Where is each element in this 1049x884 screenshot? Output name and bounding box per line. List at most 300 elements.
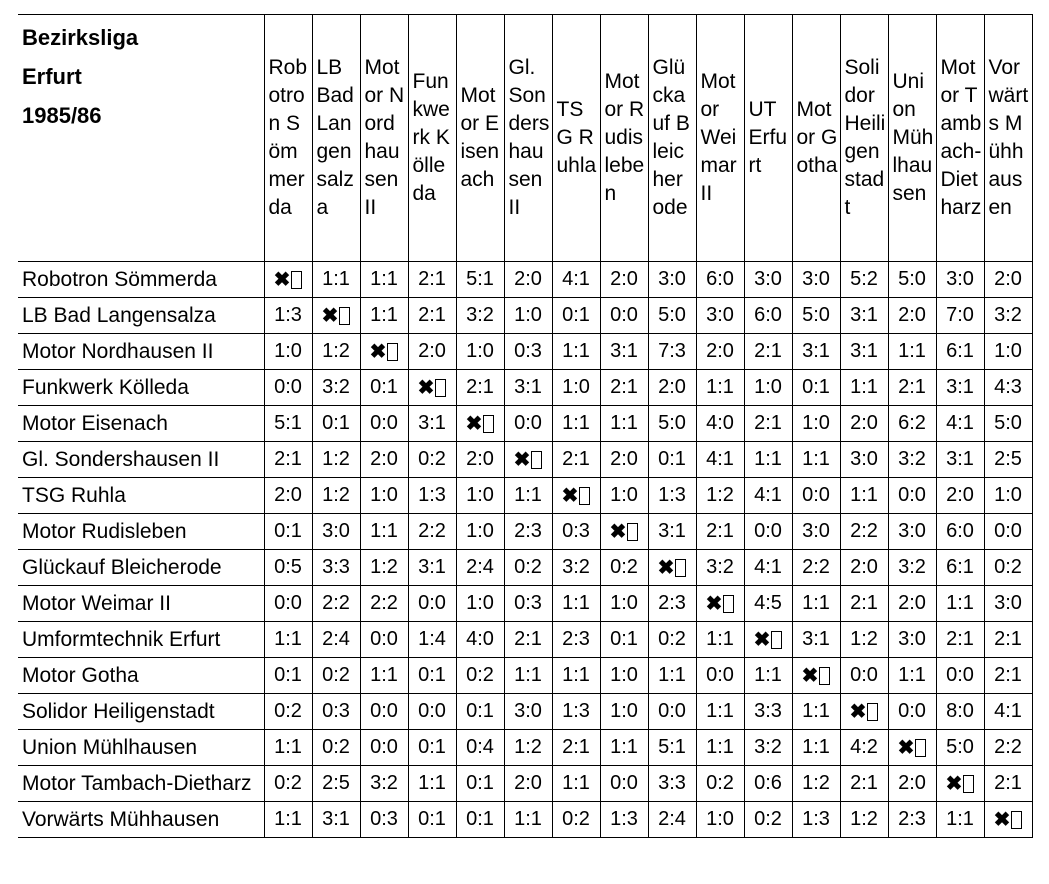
missing-glyph-box-icon xyxy=(435,379,446,397)
result-cell: 2:1 xyxy=(984,622,1032,658)
diagonal-cell xyxy=(648,550,696,586)
result-cell: 4:3 xyxy=(984,370,1032,406)
result-cell: 0:0 xyxy=(600,298,648,334)
result-cell: 3:1 xyxy=(792,622,840,658)
result-cell: 0:2 xyxy=(648,622,696,658)
result-cell: 3:1 xyxy=(936,370,984,406)
row-header: Gl. Sondershausen II xyxy=(18,442,264,478)
column-header: Solidor Heiligenstadt xyxy=(840,15,888,262)
result-cell: 2:2 xyxy=(360,586,408,622)
result-cell: 0:0 xyxy=(648,694,696,730)
column-header: Motor Rudisleben xyxy=(600,15,648,262)
result-cell: 0:4 xyxy=(456,730,504,766)
result-cell: 0:2 xyxy=(504,550,552,586)
result-cell: 1:1 xyxy=(552,766,600,802)
result-cell: 1:1 xyxy=(552,586,600,622)
result-cell: 2:3 xyxy=(504,514,552,550)
result-cell: 3:0 xyxy=(792,514,840,550)
result-cell: 0:2 xyxy=(456,658,504,694)
result-cell: 1:0 xyxy=(744,370,792,406)
row-header: Solidor Heiligenstadt xyxy=(18,694,264,730)
result-cell: 3:2 xyxy=(984,298,1032,334)
row-header: LB Bad Langensalza xyxy=(18,298,264,334)
result-cell: 5:1 xyxy=(264,406,312,442)
result-cell: 1:3 xyxy=(648,478,696,514)
result-cell: 2:0 xyxy=(936,478,984,514)
diagonal-cell xyxy=(408,370,456,406)
result-cell: 3:2 xyxy=(888,550,936,586)
result-cell: 0:0 xyxy=(984,514,1032,550)
result-cell: 3:2 xyxy=(360,766,408,802)
result-cell: 1:1 xyxy=(696,370,744,406)
result-cell: 1:0 xyxy=(984,334,1032,370)
result-cell: 0:2 xyxy=(312,658,360,694)
result-cell: 1:1 xyxy=(696,694,744,730)
result-cell: 1:1 xyxy=(264,622,312,658)
result-cell: 2:1 xyxy=(984,658,1032,694)
result-cell: 4:1 xyxy=(984,694,1032,730)
result-cell: 0:2 xyxy=(696,766,744,802)
result-cell: 3:0 xyxy=(696,298,744,334)
result-cell: 3:1 xyxy=(792,334,840,370)
result-cell: 3:1 xyxy=(312,802,360,838)
header-row xyxy=(18,15,1032,262)
result-cell: 1:1 xyxy=(744,442,792,478)
result-cell: 3:0 xyxy=(840,442,888,478)
diagonal-cell xyxy=(600,514,648,550)
result-cell: 1:1 xyxy=(696,730,744,766)
result-cell: 2:0 xyxy=(360,442,408,478)
result-cell: 1:1 xyxy=(312,262,360,298)
result-cell: 1:2 xyxy=(504,730,552,766)
result-cell: 0:1 xyxy=(264,514,312,550)
result-cell: 0:0 xyxy=(408,694,456,730)
result-cell: 0:6 xyxy=(744,766,792,802)
table-row xyxy=(18,262,1032,298)
result-cell: 1:1 xyxy=(360,658,408,694)
missing-glyph-box-icon xyxy=(531,451,542,469)
result-cell: 1:0 xyxy=(984,478,1032,514)
missing-glyph-box-icon xyxy=(819,667,830,685)
missing-glyph-box-icon xyxy=(963,775,974,793)
result-cell: 0:1 xyxy=(648,442,696,478)
result-cell: 4:0 xyxy=(456,622,504,658)
column-header: TSG Ruhla xyxy=(552,15,600,262)
result-cell: 0:0 xyxy=(792,478,840,514)
result-cell: 2:1 xyxy=(408,298,456,334)
result-cell: 2:1 xyxy=(552,730,600,766)
result-cell: 0:3 xyxy=(360,802,408,838)
row-header: Funkwerk Kölleda xyxy=(18,370,264,406)
x-mark-icon: ✖ xyxy=(945,773,963,795)
result-cell: 1:0 xyxy=(600,694,648,730)
row-header: Vorwärts Mühhausen xyxy=(18,802,264,838)
result-cell: 4:1 xyxy=(744,550,792,586)
column-header: Motor Tambach-Dietharz xyxy=(936,15,984,262)
result-cell: 0:2 xyxy=(408,442,456,478)
diagonal-cell xyxy=(888,730,936,766)
row-header: Glückauf Bleicherode xyxy=(18,550,264,586)
result-cell: 0:3 xyxy=(552,514,600,550)
missing-glyph-box-icon xyxy=(915,739,926,757)
diagonal-cell xyxy=(456,406,504,442)
result-cell: 2:1 xyxy=(936,622,984,658)
result-cell: 7:0 xyxy=(936,298,984,334)
result-cell: 0:1 xyxy=(408,658,456,694)
column-header: Motor Weimar II xyxy=(696,15,744,262)
missing-glyph-box-icon xyxy=(867,703,878,721)
result-cell: 2:4 xyxy=(648,802,696,838)
result-cell: 1:0 xyxy=(600,658,648,694)
result-cell: 3:3 xyxy=(744,694,792,730)
table-row xyxy=(18,442,1032,478)
result-cell: 3:2 xyxy=(696,550,744,586)
result-cell: 2:0 xyxy=(696,334,744,370)
result-cell: 2:0 xyxy=(408,334,456,370)
league-title-line: Erfurt xyxy=(22,64,82,89)
result-cell: 6:1 xyxy=(936,334,984,370)
result-cell: 2:0 xyxy=(600,442,648,478)
table-row xyxy=(18,766,1032,802)
result-cell: 1:1 xyxy=(504,478,552,514)
result-cell: 1:2 xyxy=(696,478,744,514)
result-cell: 5:2 xyxy=(840,262,888,298)
table-row xyxy=(18,478,1032,514)
result-cell: 2:0 xyxy=(840,550,888,586)
result-cell: 2:0 xyxy=(456,442,504,478)
result-cell: 1:2 xyxy=(840,622,888,658)
table-row xyxy=(18,334,1032,370)
result-cell: 1:1 xyxy=(504,802,552,838)
result-cell: 1:1 xyxy=(792,442,840,478)
table-row xyxy=(18,658,1032,694)
result-cell: 3:3 xyxy=(312,550,360,586)
result-cell: 1:1 xyxy=(888,334,936,370)
column-header: Vorwärts Mühhausen xyxy=(984,15,1032,262)
result-cell: 1:1 xyxy=(504,658,552,694)
table-row xyxy=(18,586,1032,622)
result-cell: 5:1 xyxy=(648,730,696,766)
result-cell: 1:1 xyxy=(792,586,840,622)
result-cell: 1:1 xyxy=(840,478,888,514)
row-header: Union Mühlhausen xyxy=(18,730,264,766)
row-header: Robotron Sömmerda xyxy=(18,262,264,298)
x-mark-icon: ✖ xyxy=(705,593,723,615)
result-cell: 0:1 xyxy=(360,370,408,406)
result-cell: 1:1 xyxy=(552,334,600,370)
result-cell: 1:0 xyxy=(264,334,312,370)
result-cell: 1:0 xyxy=(600,586,648,622)
diagonal-cell xyxy=(264,262,312,298)
league-title-line: 1985/86 xyxy=(22,103,102,128)
result-cell: 3:2 xyxy=(456,298,504,334)
column-header: Funkwerk Kölleda xyxy=(408,15,456,262)
table-row xyxy=(18,694,1032,730)
x-mark-icon: ✖ xyxy=(321,305,339,327)
table-row xyxy=(18,802,1032,838)
x-mark-icon: ✖ xyxy=(369,341,387,363)
crosstable-container xyxy=(18,14,1033,838)
result-cell: 0:0 xyxy=(264,586,312,622)
result-cell: 5:0 xyxy=(648,406,696,442)
result-cell: 0:1 xyxy=(456,694,504,730)
result-cell: 0:2 xyxy=(984,550,1032,586)
row-header: Motor Nordhausen II xyxy=(18,334,264,370)
result-cell: 3:2 xyxy=(888,442,936,478)
result-cell: 1:1 xyxy=(552,658,600,694)
league-title xyxy=(18,15,264,262)
result-cell: 2:2 xyxy=(840,514,888,550)
result-cell: 5:0 xyxy=(888,262,936,298)
table-row xyxy=(18,514,1032,550)
diagonal-cell xyxy=(504,442,552,478)
result-cell: 3:1 xyxy=(408,550,456,586)
result-cell: 2:4 xyxy=(456,550,504,586)
result-cell: 3:1 xyxy=(648,514,696,550)
result-cell: 2:0 xyxy=(504,766,552,802)
result-cell: 3:0 xyxy=(648,262,696,298)
result-cell: 1:1 xyxy=(888,658,936,694)
result-cell: 1:1 xyxy=(792,694,840,730)
result-cell: 1:3 xyxy=(264,298,312,334)
result-cell: 0:3 xyxy=(504,334,552,370)
result-cell: 2:0 xyxy=(648,370,696,406)
row-header: Motor Gotha xyxy=(18,658,264,694)
result-cell: 1:1 xyxy=(360,514,408,550)
result-cell: 6:0 xyxy=(696,262,744,298)
result-cell: 1:1 xyxy=(360,262,408,298)
missing-glyph-box-icon xyxy=(675,559,686,577)
result-cell: 0:1 xyxy=(408,730,456,766)
x-mark-icon: ✖ xyxy=(273,269,291,291)
result-cell: 1:1 xyxy=(936,586,984,622)
result-cell: 2:1 xyxy=(264,442,312,478)
missing-glyph-box-icon xyxy=(387,343,398,361)
result-cell: 0:5 xyxy=(264,550,312,586)
result-cell: 1:3 xyxy=(792,802,840,838)
x-mark-icon: ✖ xyxy=(849,701,867,723)
result-cell: 1:1 xyxy=(360,298,408,334)
result-cell: 2:2 xyxy=(984,730,1032,766)
row-header: Motor Rudisleben xyxy=(18,514,264,550)
result-cell: 0:0 xyxy=(360,406,408,442)
x-mark-icon: ✖ xyxy=(417,377,435,399)
result-cell: 8:0 xyxy=(936,694,984,730)
diagonal-cell xyxy=(312,298,360,334)
result-cell: 0:1 xyxy=(264,658,312,694)
result-cell: 1:1 xyxy=(648,658,696,694)
result-cell: 0:2 xyxy=(744,802,792,838)
result-cell: 2:1 xyxy=(408,262,456,298)
result-cell: 1:1 xyxy=(408,766,456,802)
x-mark-icon: ✖ xyxy=(513,449,531,471)
result-cell: 2:3 xyxy=(888,802,936,838)
result-cell: 0:2 xyxy=(264,766,312,802)
x-mark-icon: ✖ xyxy=(897,737,915,759)
result-cell: 0:1 xyxy=(408,802,456,838)
result-cell: 2:1 xyxy=(840,586,888,622)
result-cell: 5:1 xyxy=(456,262,504,298)
result-cell: 2:0 xyxy=(264,478,312,514)
result-cell: 1:1 xyxy=(600,730,648,766)
result-cell: 3:0 xyxy=(792,262,840,298)
result-cell: 3:1 xyxy=(840,298,888,334)
result-cell: 0:2 xyxy=(312,730,360,766)
result-cell: 1:2 xyxy=(840,802,888,838)
result-cell: 3:0 xyxy=(744,262,792,298)
result-cell: 0:1 xyxy=(600,622,648,658)
column-header: Motor Eisenach xyxy=(456,15,504,262)
result-cell: 2:2 xyxy=(792,550,840,586)
result-cell: 3:2 xyxy=(744,730,792,766)
column-header: Robotron Sömmerda xyxy=(264,15,312,262)
result-cell: 0:1 xyxy=(456,766,504,802)
result-cell: 1:2 xyxy=(312,334,360,370)
result-cell: 2:1 xyxy=(984,766,1032,802)
result-cell: 1:1 xyxy=(744,658,792,694)
x-mark-icon: ✖ xyxy=(753,629,771,651)
result-cell: 1:0 xyxy=(792,406,840,442)
result-cell: 3:2 xyxy=(552,550,600,586)
result-cell: 1:2 xyxy=(312,478,360,514)
result-cell: 2:0 xyxy=(600,262,648,298)
column-header: Union Mühlhausen xyxy=(888,15,936,262)
result-cell: 0:0 xyxy=(360,730,408,766)
x-mark-icon: ✖ xyxy=(801,665,819,687)
result-cell: 2:0 xyxy=(984,262,1032,298)
result-cell: 4:1 xyxy=(696,442,744,478)
x-mark-icon: ✖ xyxy=(609,521,627,543)
result-cell: 0:0 xyxy=(264,370,312,406)
result-cell: 2:1 xyxy=(456,370,504,406)
result-cell: 0:2 xyxy=(552,802,600,838)
result-cell: 0:0 xyxy=(744,514,792,550)
result-cell: 1:3 xyxy=(600,802,648,838)
result-cell: 2:1 xyxy=(600,370,648,406)
row-header: Motor Eisenach xyxy=(18,406,264,442)
x-mark-icon: ✖ xyxy=(465,413,483,435)
result-cell: 0:1 xyxy=(456,802,504,838)
result-cell: 2:5 xyxy=(984,442,1032,478)
x-mark-icon: ✖ xyxy=(657,557,675,579)
result-cell: 1:0 xyxy=(552,370,600,406)
result-cell: 3:1 xyxy=(408,406,456,442)
result-cell: 4:1 xyxy=(936,406,984,442)
result-cell: 2:1 xyxy=(744,406,792,442)
result-cell: 2:1 xyxy=(552,442,600,478)
result-cell: 0:0 xyxy=(840,658,888,694)
result-cell: 0:1 xyxy=(792,370,840,406)
result-cell: 6:0 xyxy=(744,298,792,334)
result-cell: 1:1 xyxy=(264,802,312,838)
result-cell: 3:1 xyxy=(936,442,984,478)
result-cell: 3:0 xyxy=(312,514,360,550)
result-cell: 2:0 xyxy=(504,262,552,298)
result-cell: 1:3 xyxy=(408,478,456,514)
result-cell: 0:0 xyxy=(504,406,552,442)
result-cell: 1:2 xyxy=(792,766,840,802)
result-cell: 4:2 xyxy=(840,730,888,766)
result-cell: 1:1 xyxy=(552,406,600,442)
result-cell: 6:1 xyxy=(936,550,984,586)
result-cell: 1:1 xyxy=(264,730,312,766)
x-mark-icon: ✖ xyxy=(561,485,579,507)
result-cell: 2:3 xyxy=(648,586,696,622)
result-cell: 2:2 xyxy=(312,586,360,622)
result-cell: 0:0 xyxy=(888,478,936,514)
result-cell: 0:0 xyxy=(600,766,648,802)
league-title-line: Bezirksliga xyxy=(22,25,139,50)
table-row xyxy=(18,730,1032,766)
result-cell: 1:0 xyxy=(504,298,552,334)
diagonal-cell xyxy=(936,766,984,802)
result-cell: 0:3 xyxy=(312,694,360,730)
diagonal-cell xyxy=(696,586,744,622)
diagonal-cell xyxy=(552,478,600,514)
table-row xyxy=(18,406,1032,442)
result-cell: 5:0 xyxy=(984,406,1032,442)
result-cell: 0:2 xyxy=(600,550,648,586)
result-cell: 2:1 xyxy=(840,766,888,802)
result-cell: 0:1 xyxy=(552,298,600,334)
table-row xyxy=(18,622,1032,658)
result-cell: 1:1 xyxy=(696,622,744,658)
result-cell: 1:0 xyxy=(696,802,744,838)
result-cell: 2:3 xyxy=(552,622,600,658)
result-cell: 2:2 xyxy=(408,514,456,550)
result-cell: 4:1 xyxy=(744,478,792,514)
missing-glyph-box-icon xyxy=(771,631,782,649)
result-cell: 3:0 xyxy=(504,694,552,730)
result-cell: 2:4 xyxy=(312,622,360,658)
missing-glyph-box-icon xyxy=(627,523,638,541)
result-cell: 3:2 xyxy=(312,370,360,406)
result-cell: 3:1 xyxy=(600,334,648,370)
result-cell: 2:1 xyxy=(888,370,936,406)
diagonal-cell xyxy=(792,658,840,694)
result-cell: 1:2 xyxy=(312,442,360,478)
diagonal-cell xyxy=(840,694,888,730)
x-mark-icon: ✖ xyxy=(993,809,1011,831)
result-cell: 0:0 xyxy=(360,694,408,730)
column-header: Motor Gotha xyxy=(792,15,840,262)
result-cell: 3:0 xyxy=(888,514,936,550)
result-cell: 1:0 xyxy=(360,478,408,514)
row-header: Umformtechnik Erfurt xyxy=(18,622,264,658)
table-row xyxy=(18,370,1032,406)
result-cell: 2:1 xyxy=(744,334,792,370)
result-cell: 5:0 xyxy=(648,298,696,334)
result-cell: 6:0 xyxy=(936,514,984,550)
result-cell: 3:0 xyxy=(936,262,984,298)
result-cell: 0:0 xyxy=(408,586,456,622)
result-cell: 2:5 xyxy=(312,766,360,802)
result-cell: 2:1 xyxy=(696,514,744,550)
result-cell: 1:1 xyxy=(840,370,888,406)
result-cell: 5:0 xyxy=(792,298,840,334)
result-cell: 1:1 xyxy=(792,730,840,766)
column-header: Motor Nordhausen II xyxy=(360,15,408,262)
result-cell: 1:1 xyxy=(600,406,648,442)
result-cell: 0:2 xyxy=(264,694,312,730)
result-cell: 4:5 xyxy=(744,586,792,622)
missing-glyph-box-icon xyxy=(723,595,734,613)
result-cell: 2:0 xyxy=(888,586,936,622)
result-cell: 2:0 xyxy=(840,406,888,442)
missing-glyph-box-icon xyxy=(339,307,350,325)
result-cell: 3:1 xyxy=(840,334,888,370)
result-cell: 3:0 xyxy=(984,586,1032,622)
